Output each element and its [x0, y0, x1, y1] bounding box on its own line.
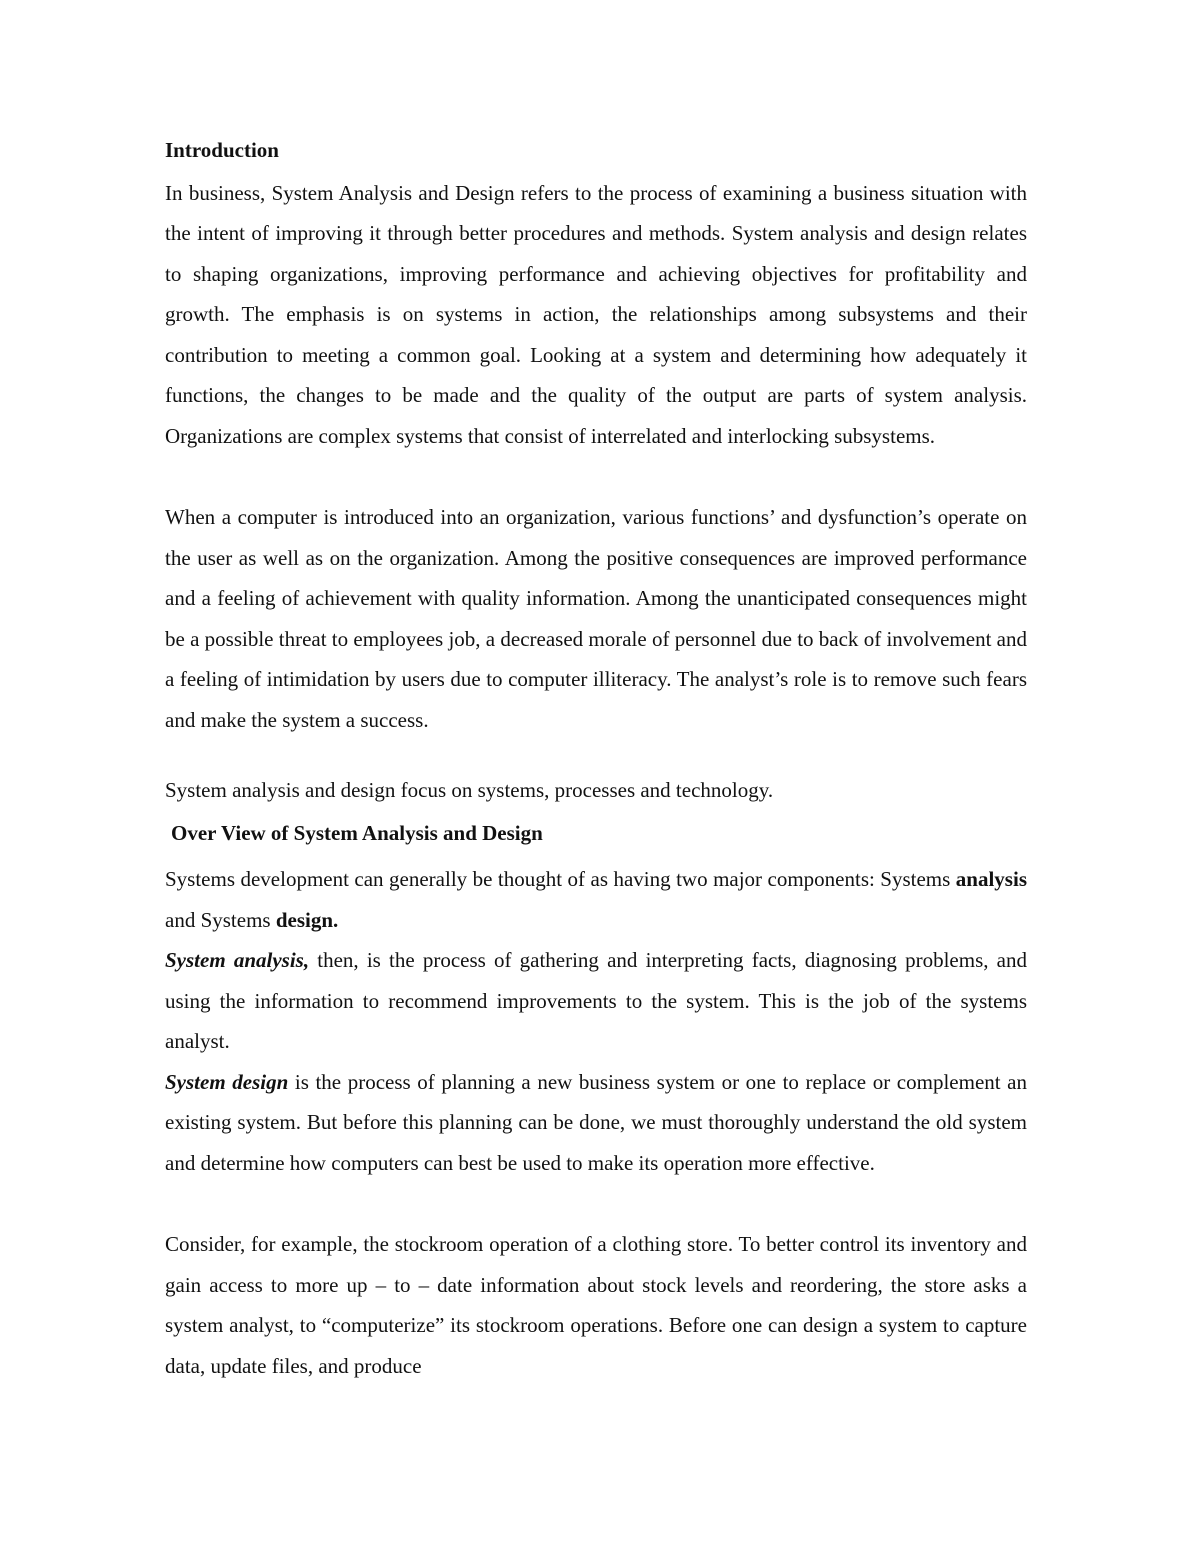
overview-heading: Over View of System Analysis and Design [171, 820, 543, 845]
introduction-heading: Introduction [165, 138, 279, 162]
intro-paragraph-1: In business, System Analysis and Design refers to the process of examining a business situation with the intent of improving it through better procedures and methods. System analysis and design relates to shaping organizations, improving performance and achieving objectives for profitability and growth. The emphasis is on systems in action, the relationships among subsystems and their contribution to meeting a common goal. Looking at a system and determining how adequately it functions, the changes to be made and the quality of the output are parts of system analysis. Organizations are complex systems that consist of interrelated and interlocking subsystems. [165, 180, 1027, 448]
intro-paragraph-3: System analysis and design focus on systems, processes and technology. [165, 778, 774, 802]
system-design-term: System design [165, 1069, 289, 1094]
example-paragraph: Consider, for example, the stockroom operation of a clothing store. To better control its inventory and gain access to more up – to – date information about stock levels and reordering, the store asks a system analyst, to “computerize” its stockroom operations. Before one can design a system to capture data, update files, and produce [165, 1232, 1027, 1378]
system-analysis-definition [165, 940, 1027, 1062]
document-page [165, 130, 1027, 1386]
system-analysis-text: then, is the process of gathering and interpreting facts, diagnosing problems, and using the information to recommend improvements to the system. This is the job of the systems analyst. [165, 948, 1027, 1053]
system-design-text: is the process of planning a new business system or one to replace or complement an existing system. But before this planning can be done, we must thoroughly understand the old system and determine how computers can best be used to make its operation more effective. [165, 1069, 1028, 1175]
overview-p1-end: . [333, 907, 339, 932]
design-bold-word: design [275, 907, 334, 932]
system-design-definition [165, 1062, 1027, 1184]
overview-paragraph-1 [165, 859, 1027, 940]
intro-paragraph-2: When a computer is introduced into an organization, various functions’ and dysfunction’s operate on the user as well as on the organization. Among the positive consequences are improved performance and a feeling of achievement with quality information. Among the unanticipated consequences might be a possible threat to employees job, a decreased morale of personnel due to back of involvement and a feeling of intimidation by users due to computer illiteracy. The analyst’s role is to remove such fears and make the system a success. [165, 505, 1027, 732]
overview-p1-text: Systems development can generally be thought of as having two major components: Systems [165, 867, 956, 891]
system-analysis-term: System analysis, [165, 948, 310, 972]
overview-p1-mid: and Systems [165, 907, 276, 932]
analysis-bold-word: analysis [955, 867, 1027, 891]
